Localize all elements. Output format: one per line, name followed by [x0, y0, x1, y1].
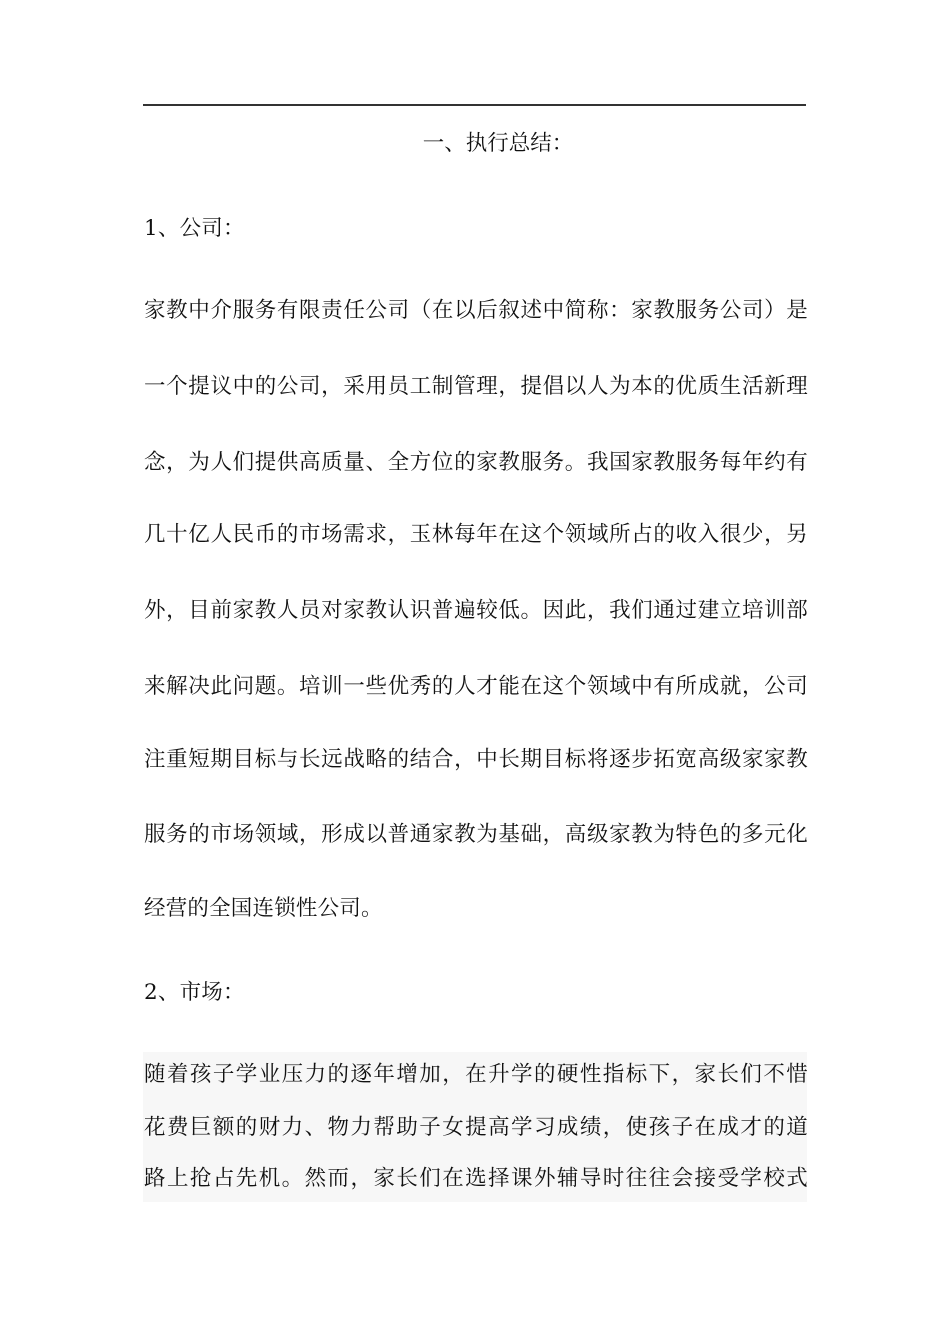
- section-title: 一、执行总结：: [422, 131, 574, 156]
- paragraph-line: 几十亿人民币的市场需求，玉林每年在这个领域所占的收入很少，另: [144, 522, 808, 547]
- section-heading-market: 2、市场：: [144, 980, 245, 1005]
- paragraph-line: 随着孩子学业压力的逐年增加，在升学的硬性指标下，家长们不惜: [144, 1062, 808, 1087]
- paragraph-line: 花费巨额的财力、物力帮助子女提高学习成绩，使孩子在成才的道: [144, 1115, 808, 1140]
- paragraph-line: 服务的市场领域，形成以普通家教为基础，高级家教为特色的多元化: [144, 822, 808, 847]
- paragraph-line: 念，为人们提供高质量、全方位的家教服务。我国家教服务每年约有: [144, 450, 808, 475]
- header-rule-divider: [143, 104, 806, 106]
- paragraph-line-last: 经营的全国连锁性公司。: [144, 896, 383, 921]
- paragraph-line: 一个提议中的公司，采用员工制管理，提倡以人为本的优质生活新理: [144, 374, 808, 399]
- paragraph-line: 家教中介服务有限责任公司（在以后叙述中简称：家教服务公司）是: [144, 298, 808, 323]
- paragraph-line: 外，目前家教人员对家教认识普遍较低。因此，我们通过建立培训部: [144, 598, 808, 623]
- paragraph-line: 注重短期目标与长远战略的结合，中长期目标将逐步拓宽高级家家教: [144, 747, 808, 772]
- paragraph-line: 来解决此问题。培训一些优秀的人才能在这个领域中有所成就，公司: [144, 674, 808, 699]
- paragraph-line: 路上抢占先机。然而，家长们在选择课外辅导时往往会接受学校式: [144, 1166, 808, 1191]
- section-heading-company: 1、公司：: [144, 216, 245, 241]
